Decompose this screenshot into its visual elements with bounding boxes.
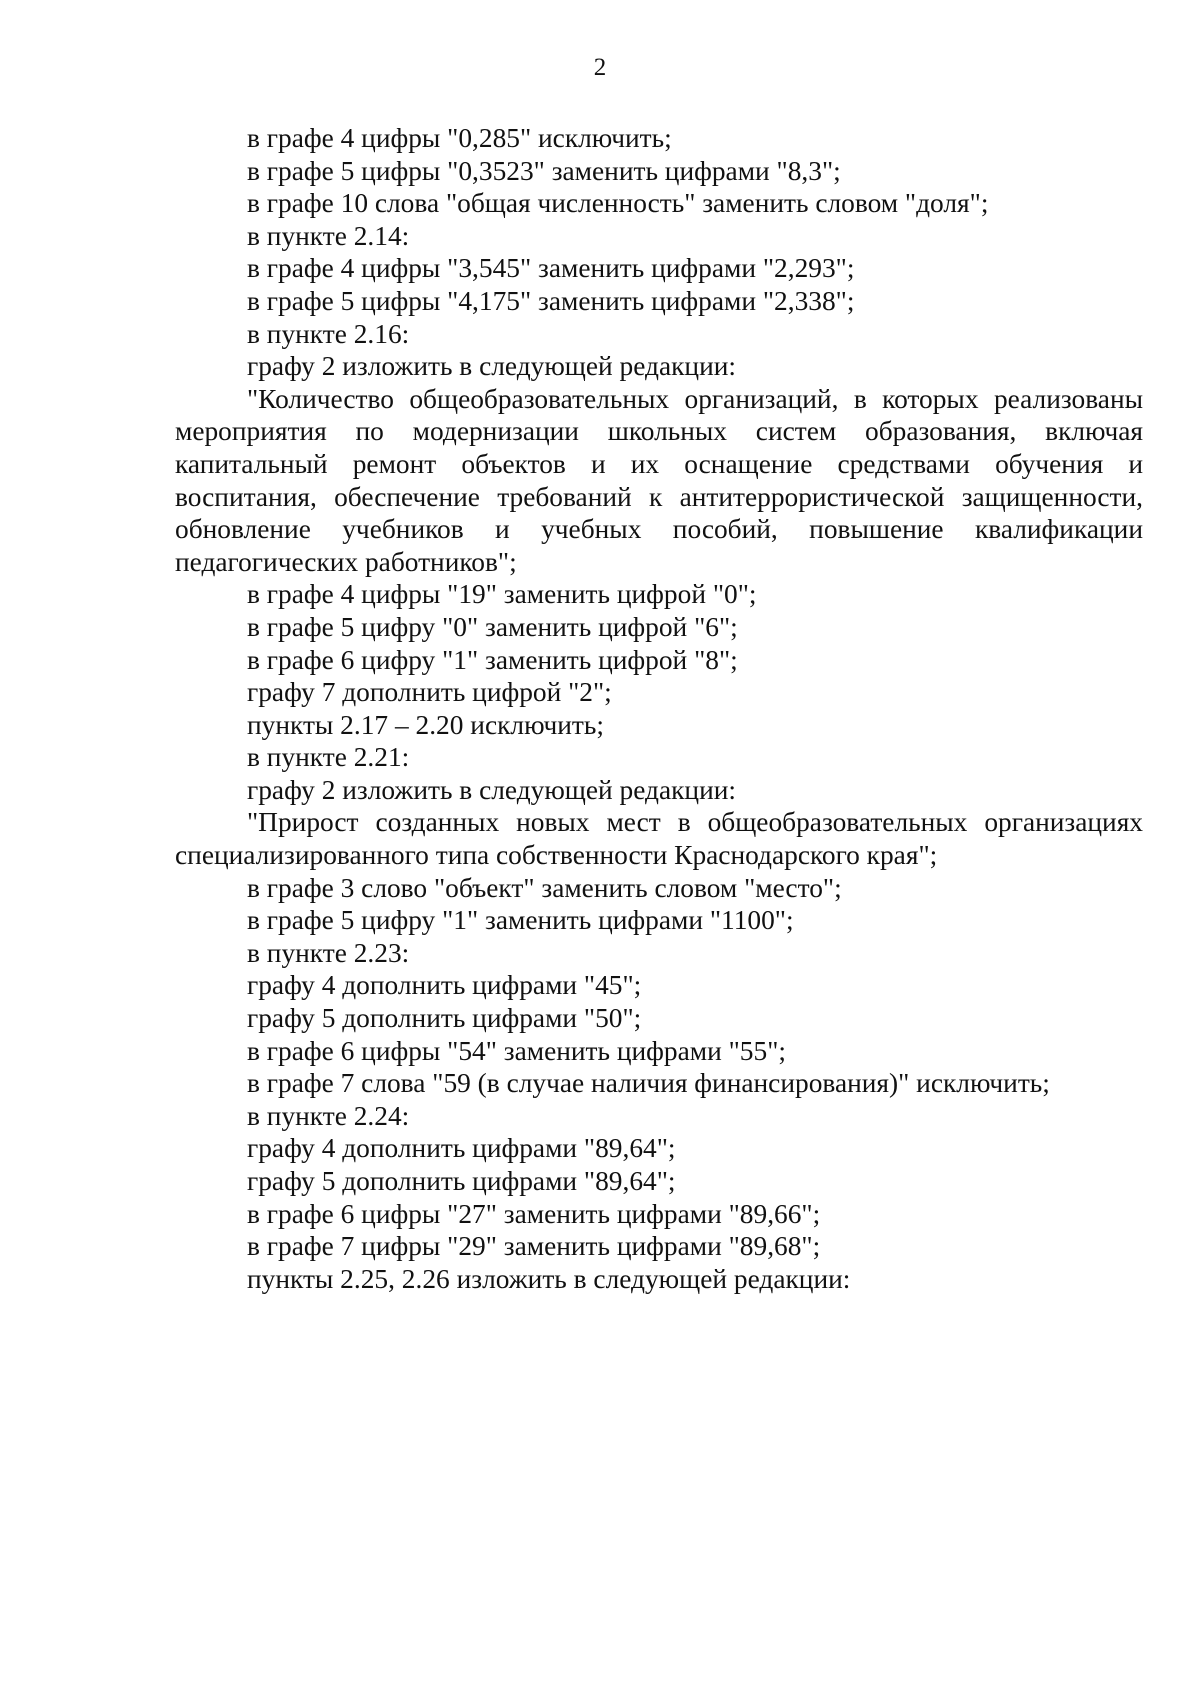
text-line: в графе 5 цифру "1" заменить цифрами "1100"; (247, 905, 794, 936)
text-line: в графе 4 цифры "0,285" исключить; (247, 123, 672, 153)
text-line: в графе 3 слово "объект" заменить словом "место"; (247, 872, 842, 903)
text-line: графу 5 дополнить цифрами "89,64"; (247, 1166, 676, 1196)
document-body (175, 122, 1143, 1295)
text-line: графу 4 дополнить цифрами "45"; (247, 970, 642, 1001)
text-line: в графе 5 цифру "0" заменить цифрой "6"; (247, 611, 738, 642)
text-line: в графе 6 цифры "54" заменить цифрами "55"; (247, 1035, 786, 1066)
text-line: в графе 5 цифры "4,175" заменить цифрами "2,338"; (247, 285, 855, 316)
text-line: в графе 10 слова "общая численность" заменить словом "доля"; (247, 188, 989, 219)
text-line: графу 5 дополнить цифрами "50"; (247, 1003, 642, 1034)
quoted-paragraph: "Прирост созданных новых мест в общеобразовательных организациях специализированного типа собственности Краснодарского края"; (175, 807, 1143, 871)
text-line: графу 2 изложить в следующей редакции: (247, 351, 737, 382)
text-line: в пункте 2.23: (247, 937, 410, 968)
text-line: в графе 4 цифры "19" заменить цифрой "0"; (247, 579, 757, 610)
text-line: в графе 5 цифры "0,3523" заменить цифрами "8,3"; (247, 155, 841, 186)
page-number: 2 (593, 54, 607, 81)
text-line: в пункте 2.16: (247, 318, 410, 349)
text-line: графу 7 дополнить цифрой "2"; (247, 677, 612, 708)
text-line: в пункте 2.21: (247, 742, 410, 773)
text-line: в графе 6 цифру "1" заменить цифрой "8"; (247, 644, 738, 675)
text-line: пункты 2.25, 2.26 изложить в следующей редакции: (247, 1263, 851, 1294)
text-line: графу 4 дополнить цифрами "89,64"; (247, 1133, 676, 1164)
text-line: в графе 7 слова "59 (в случае наличия финансирования)" исключить; (247, 1068, 1050, 1099)
text-line: в графе 6 цифры "27" заменить цифрами "89,66"; (247, 1198, 821, 1229)
text-line: в пункте 2.24: (247, 1100, 410, 1131)
quoted-paragraph: "Количество общеобразовательных организаций, в которых реализованы мероприятия по модернизации школьных систем образования, включая капитальный ремонт объектов и их оснащение средствами обучения и воспитания, обеспечение требований к антитеррористической защищенности, обновление учебников и учебных пособий, повышение квалификации педагогических работников"; (175, 383, 1143, 577)
text-line: в пункте 2.14: (247, 220, 410, 251)
text-line: в графе 4 цифры "3,545" заменить цифрами "2,293"; (247, 253, 855, 284)
text-line: в графе 7 цифры "29" заменить цифрами "89,68"; (247, 1231, 821, 1262)
text-line: графу 2 изложить в следующей редакции: (247, 774, 737, 805)
text-line: пункты 2.17 – 2.20 исключить; (247, 709, 605, 740)
